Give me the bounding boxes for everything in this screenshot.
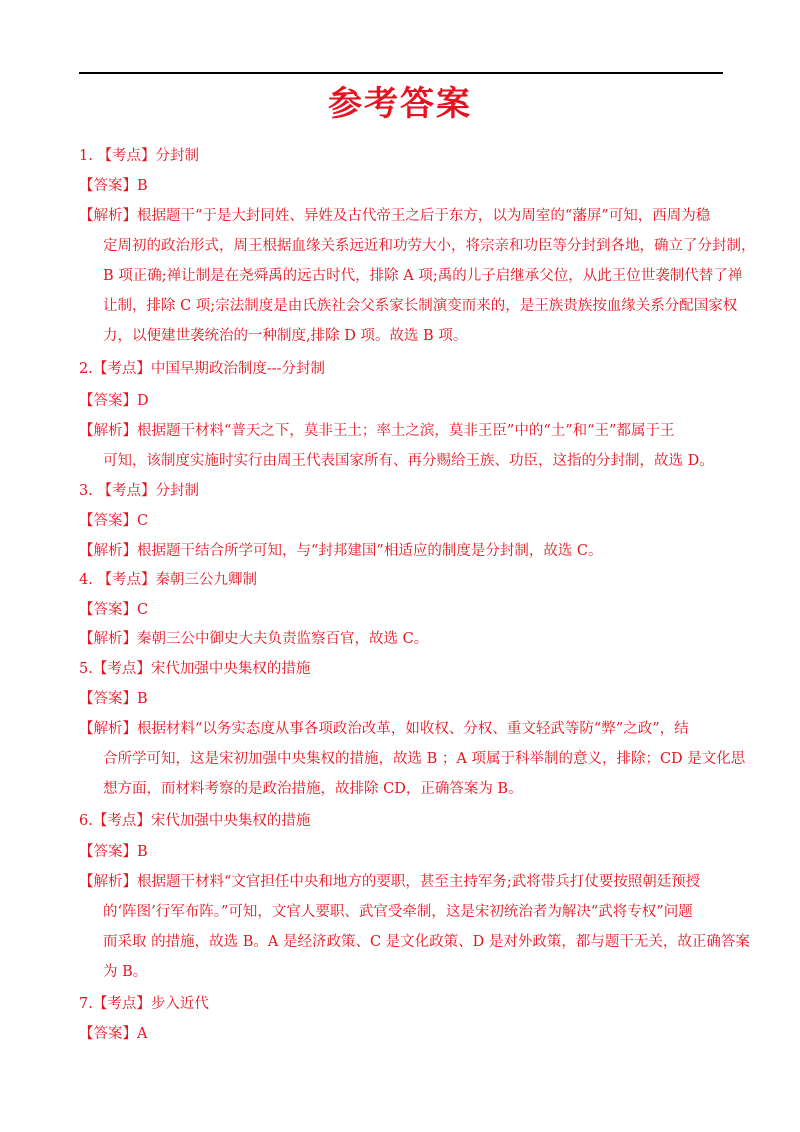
line: 【答案】B <box>79 844 148 860</box>
line: 的‘阵图’行军布阵。”可知，文官人要职、武官受牵制，这是宋初统治者为解决“武将专权”问题 <box>103 904 693 920</box>
line: 3. 【考点】分封制 <box>79 483 199 499</box>
line: 【解析】秦朝三公中御史大夫负责监察百官，故选 C。 <box>79 631 429 647</box>
line: 6.【考点】宋代加强中央集权的措施 <box>79 813 311 829</box>
line: 【答案】D <box>79 393 149 409</box>
line: 1. 【考点】分封制 <box>79 148 199 164</box>
line: 7.【考点】步入近代 <box>79 996 209 1012</box>
line: 【解析】根据题干结合所学可知，与“封邦建国”相适应的制度是分封制，故选 C。 <box>79 543 603 559</box>
line: 【答案】B <box>79 178 148 194</box>
line: 而采取 的措施，故选 B。A 是经济政策、C 是文化政策、D 是对外政策，都与题干无关，故正确答案 <box>103 934 750 950</box>
line: 力，以便建世袭统治的一种制度,排除 D 项。故选 B 项。 <box>103 328 468 344</box>
line: 5.【考点】宋代加强中央集权的措施 <box>79 661 311 677</box>
header-rule <box>79 72 723 74</box>
line: 【答案】C <box>79 602 149 618</box>
line: 【解析】根据材料“以务实态度从事各项政治改革，如收权、分权、重文轻武等防“弊”之政”，结 <box>79 721 689 737</box>
line: 【解析】根据题干材料“文官担任中央和地方的要职，甚至主持军务;武将带兵打仗要按照朝廷预授 <box>79 874 701 890</box>
line: 合所学可知，这是宋初加强中央集权的措施，故选 B ；A 项属于科举制的意义，排除；CD 是文化思 <box>103 751 746 767</box>
line: 4. 【考点】秦朝三公九卿制 <box>79 572 257 588</box>
page-title: 参考答案 <box>328 84 472 124</box>
line: 为 B。 <box>103 964 148 980</box>
line: 【答案】B <box>79 691 148 707</box>
line: 【解析】根据题干材料“普天之下，莫非王土；率土之滨，莫非王臣”中的“土”和“王”都属于王 <box>79 423 675 439</box>
line: 【答案】C <box>79 513 149 529</box>
line: B 项正确;禅让制是在尧舜禹的远古时代，排除 A 项;禹的儿子启继承父位，从此王位世袭制代替了禅 <box>103 268 743 284</box>
line: 可知，该制度实施时实行由周王代表国家所有、再分赐给王族、功臣，这指的分封制，故选 D。 <box>103 453 714 469</box>
line: 【答案】A <box>79 1026 148 1042</box>
line: 想方面，而材料考察的是政治措施，故排除 CD，正确答案为 B。 <box>103 781 523 797</box>
line: 【解析】根据题干“于是大封同姓、异姓及古代帝王之后于东方，以为周室的“藩屏”可知，西周为稳 <box>79 208 711 224</box>
line: 定周初的政治形式，周王根据血缘关系远近和功劳大小，将宗亲和功臣等分封到各地，确立了分封制， <box>103 238 756 254</box>
line: 让制，排除 C 项;宗法制度是由氏族社会父系家长制演变而来的，是王族贵族按血缘关系分配国家权 <box>103 298 738 314</box>
line: 2.【考点】中国早期政治制度---分封制 <box>79 361 326 377</box>
